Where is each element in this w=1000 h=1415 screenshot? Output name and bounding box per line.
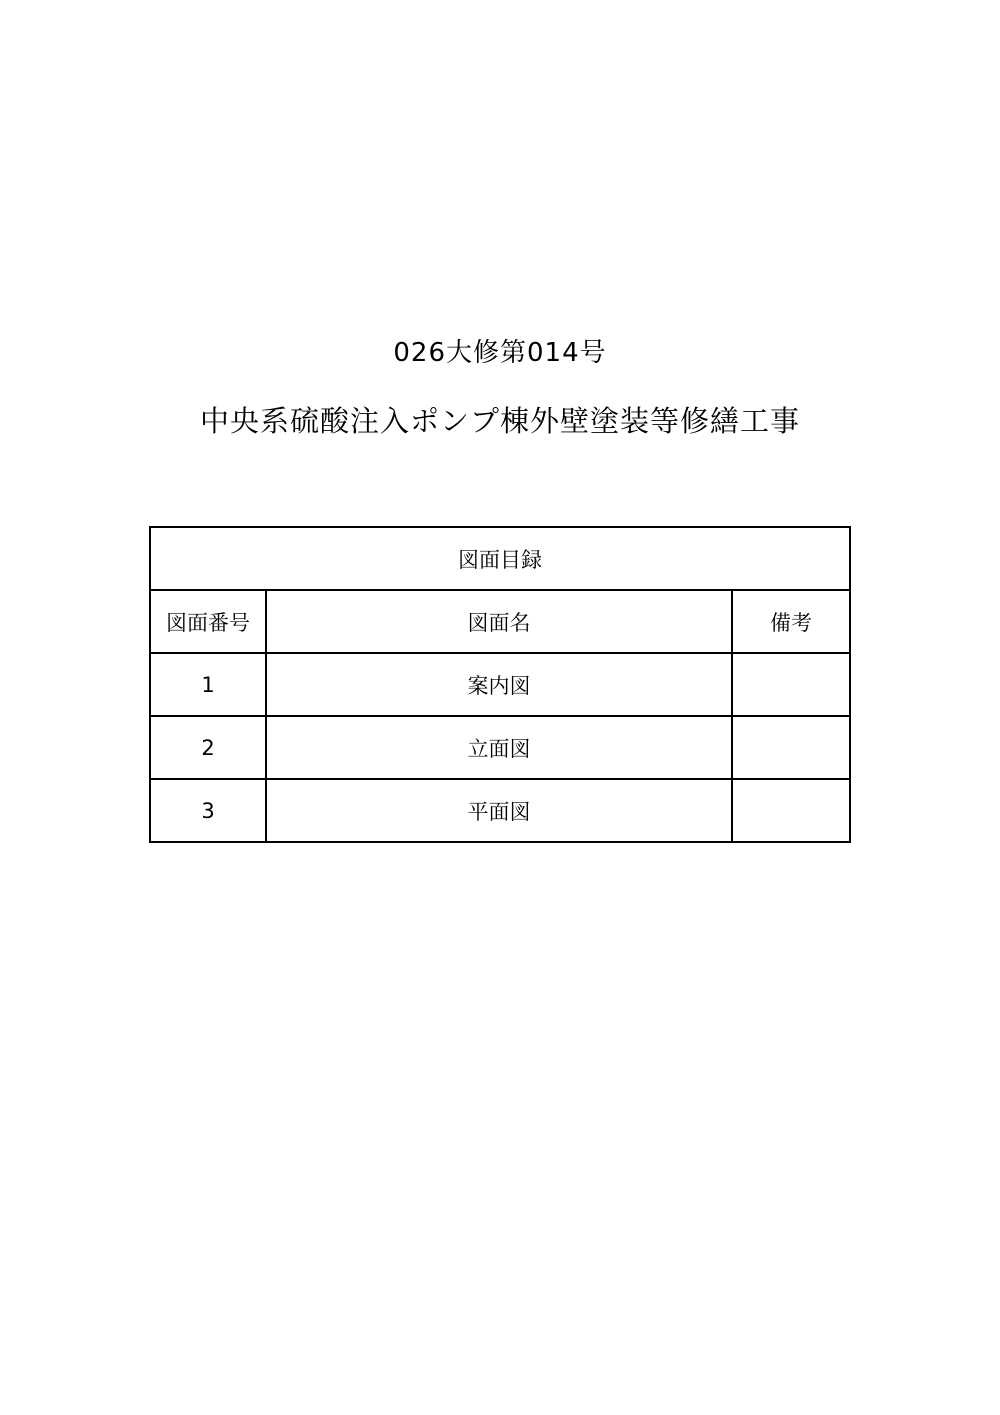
cell-remarks <box>732 716 850 779</box>
cell-drawing-name: 平面図 <box>266 779 732 842</box>
table-header-row <box>150 590 850 653</box>
cell-remarks <box>732 653 850 716</box>
cell-drawing-name: 立面図 <box>266 716 732 779</box>
cell-drawing-number: 3 <box>150 779 266 842</box>
header-drawing-number: 図面番号 <box>150 590 266 653</box>
header-drawing-name: 図面名 <box>266 590 732 653</box>
document-title: 中央系硫酸注入ポンプ棟外壁塗装等修繕工事 <box>199 404 800 438</box>
cell-drawing-number: 2 <box>150 716 266 779</box>
table-caption-row <box>150 527 850 590</box>
document-number: 026大修第014号 <box>393 338 607 368</box>
cell-drawing-number: 1 <box>150 653 266 716</box>
header-remarks: 備考 <box>732 590 850 653</box>
table-caption: 図面目録 <box>150 527 850 590</box>
table-row <box>150 779 850 842</box>
table-row <box>150 653 850 716</box>
cell-remarks <box>732 779 850 842</box>
drawing-index-table <box>149 526 851 843</box>
table-row <box>150 716 850 779</box>
cell-drawing-name: 案内図 <box>266 653 732 716</box>
